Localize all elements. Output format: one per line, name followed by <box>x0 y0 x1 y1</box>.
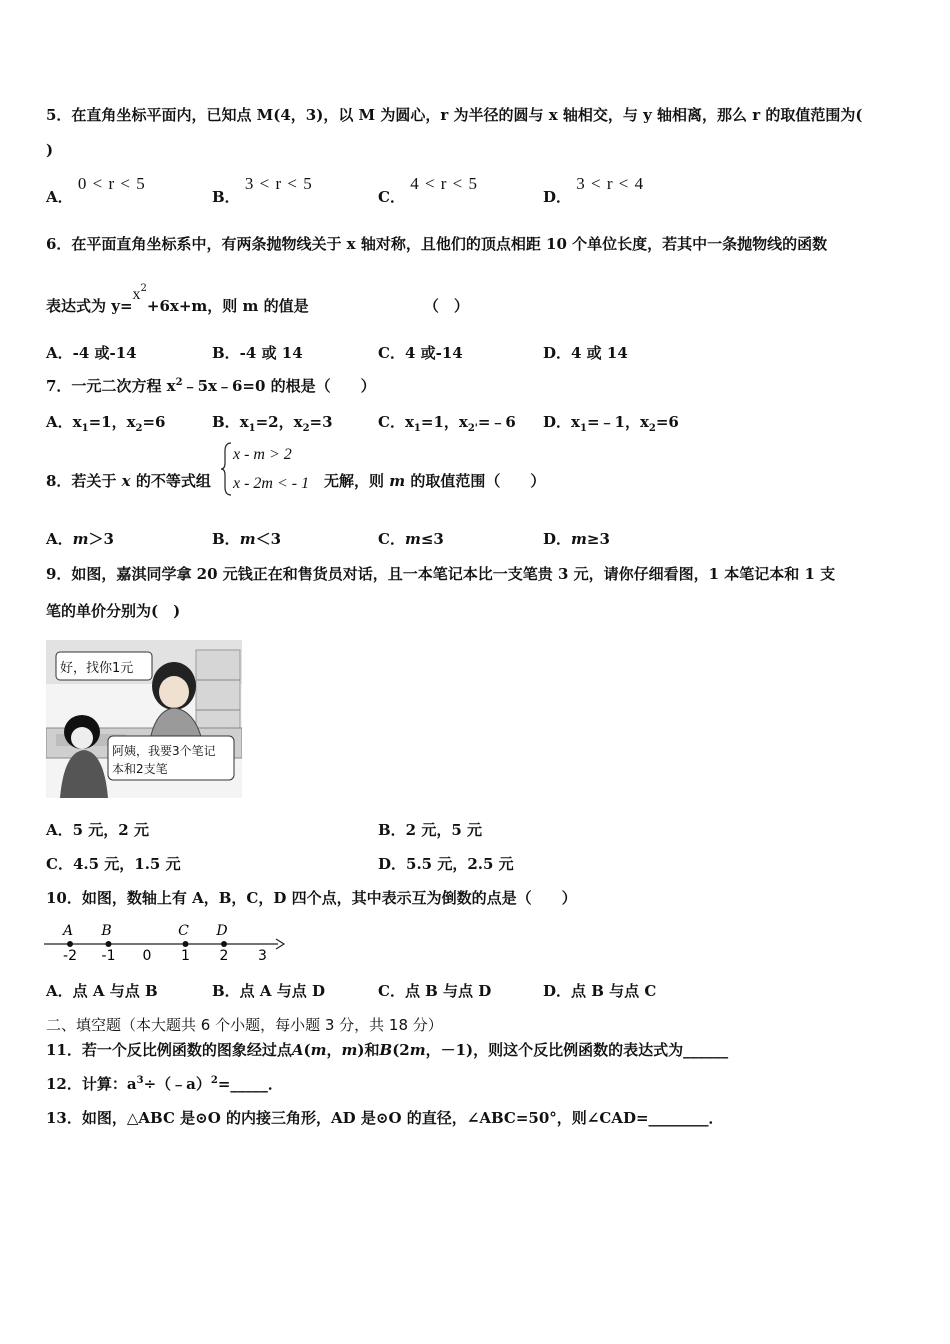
option-letter: C． <box>378 530 405 548</box>
q9-option-c[interactable]: C．4.5 元，1.5 元 <box>46 855 181 873</box>
q8-system-row-1: x - m > 2 <box>233 446 292 463</box>
q9-stem: 9．如图，嘉淇同学拿 20 元钱正在和售货员对话，且一本笔记本比一支笔贵 3 元，请你仔细看图，1 本笔记本和 1 支 <box>46 565 836 583</box>
q6-expr-start: 表达式为 y= <box>46 297 133 315</box>
q8-system-row-2: x - 2m < - 1 <box>233 475 310 492</box>
option-part: x <box>571 413 580 431</box>
q5-stem-close: ) <box>46 141 54 159</box>
option-var: m <box>571 530 587 548</box>
q11-part: ( <box>303 1041 311 1059</box>
option-sub: 1 <box>248 423 256 434</box>
point-d-dot <box>221 941 227 947</box>
q5-option-c[interactable] <box>378 174 479 207</box>
q5-option-d[interactable] <box>543 174 645 207</box>
q5-stem: 5．在直角坐标平面内，已知点 M(4，3)，以 M 为圆心，r 为半径的圆与 x 轴相交，与 y 轴相离，那么 r 的取值范围为( <box>46 106 863 124</box>
q11-var: m <box>409 1041 426 1059</box>
option-rest: ≥3 <box>586 530 610 548</box>
option-letter: A． <box>46 188 73 206</box>
option-letter: C． <box>378 188 405 206</box>
q5-option-b[interactable] <box>212 174 313 207</box>
tick-label: -2 <box>63 948 77 964</box>
q11-part: (2 <box>392 1041 410 1059</box>
q12 <box>46 1073 283 1094</box>
option-letter: D． <box>543 413 572 431</box>
q9-illustration <box>46 640 242 798</box>
option-sub: 1 <box>413 423 421 434</box>
option-letter: A． <box>46 530 73 548</box>
tick-label: 1 <box>181 948 190 964</box>
point-b-dot <box>106 941 112 947</box>
option-part: =1，x <box>88 413 136 431</box>
q6-answer-paren: （ ） <box>423 297 469 315</box>
q10-option-c[interactable]: C．点 B 与点 D <box>378 982 492 1000</box>
q6-exp: 2 <box>140 283 147 294</box>
q6-stem: 6．在平面直角坐标系中，有两条抛物线关于 x 轴对称，且他们的顶点相距 10 个单位长度，若其中一条抛物线的函数 <box>46 235 828 253</box>
q8-stem-left <box>46 470 211 491</box>
option-sub: 2' <box>467 423 478 434</box>
q8-stem-c: 无解，则 <box>324 472 385 490</box>
option-letter: B． <box>212 413 240 431</box>
q6-option-c[interactable]: C．4 或-14 <box>378 344 463 362</box>
q12-exp: 3 <box>136 1075 144 1086</box>
q7-option-d[interactable] <box>543 411 679 434</box>
option-rest: ≤3 <box>420 530 444 548</box>
point-label: C <box>178 923 189 939</box>
q7-stem <box>46 375 376 396</box>
q10-option-a[interactable]: A．点 A 与点 B <box>46 982 158 1000</box>
bubble-text-2a: 阿姨，我要3个笔记 <box>112 744 216 758</box>
q11-var: m <box>341 1041 358 1059</box>
bubble-text-1: 好，找你1元 <box>60 661 134 676</box>
option-letter: B． <box>212 530 240 548</box>
option-var: m <box>404 530 421 548</box>
q8-var-m: m <box>389 472 406 490</box>
q6-option-d[interactable]: D．4 或 14 <box>543 344 628 362</box>
option-rest: ＞3 <box>88 530 114 548</box>
option-var: m <box>239 530 256 548</box>
q11 <box>46 1039 728 1060</box>
q9-option-a[interactable]: A．5 元，2 元 <box>46 821 149 839</box>
option-sub: 2 <box>135 423 143 434</box>
option-var: m <box>72 530 89 548</box>
bubble-text-2b: 本和2支笔 <box>112 762 168 776</box>
q6-option-b[interactable]: B．-4 或 14 <box>212 344 303 362</box>
q6-x: x <box>132 286 141 303</box>
option-sub: 1 <box>81 423 89 434</box>
point-label: B <box>101 923 112 939</box>
q6-expr-end: +6x+m，则 m 的值是 <box>146 297 309 315</box>
option-part: =6 <box>142 413 166 431</box>
option-letter: D． <box>543 530 572 548</box>
q8-option-b[interactable] <box>212 528 281 549</box>
q12-part: 12．计算：a <box>46 1075 137 1093</box>
q9-option-d[interactable]: D．5.5 元，2.5 元 <box>378 855 514 873</box>
section-heading: 二、填空题（本大题共 6 个小题，每小题 3 分，共 18 分） <box>46 1016 443 1034</box>
q7-exp: 2 <box>175 377 183 388</box>
option-part: =2，x <box>255 413 303 431</box>
option-sub: 2 <box>302 423 310 434</box>
option-part: =3 <box>309 413 333 431</box>
option-math: 3 < r < 4 <box>576 174 645 193</box>
option-sub: 2 <box>648 423 656 434</box>
tick-label: 0 <box>142 948 152 964</box>
point-label: D <box>216 923 228 939</box>
q8-stem-d: 的取值范围（ ） <box>410 472 546 490</box>
tick-label: 2 <box>219 948 229 964</box>
option-math: 3 < r < 5 <box>244 174 313 193</box>
option-letter: B． <box>212 188 240 206</box>
q11-var: B <box>379 1041 393 1059</box>
tick-label: 3 <box>258 948 267 964</box>
q11-var: A <box>291 1041 304 1059</box>
option-letter: A． <box>46 413 73 431</box>
q11-part: ，－1)，则这个反比例函数的表达式为______ <box>425 1041 729 1059</box>
q10-option-d[interactable]: D．点 B 与点 C <box>543 982 657 1000</box>
option-math: 4 < r < 5 <box>410 174 479 193</box>
point-c-dot <box>183 941 189 947</box>
option-part: =﹣6 <box>477 413 516 431</box>
q12-part: =_____． <box>217 1075 283 1093</box>
q8-brace <box>220 441 234 497</box>
q11-part: ， <box>326 1041 342 1059</box>
option-part: =6 <box>655 413 679 431</box>
q8-stem-right <box>324 470 545 491</box>
q8-option-d[interactable] <box>543 528 610 549</box>
option-part: x <box>239 413 249 431</box>
option-part: x <box>404 413 414 431</box>
q9-stem-2: 笔的单价分别为( ) <box>46 602 181 620</box>
point-label: A <box>62 923 74 939</box>
number-line <box>40 918 290 966</box>
option-part: =1，x <box>420 413 468 431</box>
option-math: 0 < r < 5 <box>77 174 146 193</box>
q7-option-b[interactable] <box>212 411 333 434</box>
q8-stem-a: 8．若关于 <box>46 472 117 490</box>
q10-stem: 10．如图，数轴上有 A，B，C，D 四个点，其中表示互为倒数的点是（ ） <box>46 889 577 907</box>
q13: 13．如图，△ABC 是⊙O 的内接三角形，AD 是⊙O 的直径，∠ABC=50°，则∠CAD=________． <box>46 1109 724 1127</box>
q11-part: 11．若一个反比例函数的图象经过点 <box>46 1041 292 1059</box>
option-letter: D． <box>543 188 572 206</box>
point-a-dot <box>67 941 73 947</box>
q9-option-b[interactable]: B．2 元，5 元 <box>378 821 482 839</box>
option-part: x <box>72 413 82 431</box>
q6-option-a[interactable]: A．-4 或-14 <box>46 344 137 362</box>
q8-var-x: x <box>121 472 131 490</box>
q5-option-a[interactable] <box>46 174 146 207</box>
q11-part: )和 <box>357 1041 380 1059</box>
tick-label: -1 <box>101 948 116 964</box>
option-sub: 1 <box>579 423 587 434</box>
q8-option-a[interactable] <box>46 528 114 549</box>
q11-var: m <box>310 1041 327 1059</box>
q12-part: ÷（﹣a） <box>143 1075 211 1093</box>
option-part: =﹣1，x <box>586 413 649 431</box>
q6-stem-2 <box>46 283 469 316</box>
q12-exp: 2 <box>210 1075 218 1086</box>
q7-option-a[interactable] <box>46 411 166 434</box>
option-rest: ＜3 <box>255 530 281 548</box>
q8-option-c[interactable] <box>378 528 444 549</box>
option-letter: C． <box>378 413 405 431</box>
q7-stem-a: 7．一元二次方程 x <box>46 377 176 395</box>
q7-option-c[interactable] <box>378 411 516 434</box>
q10-option-b[interactable]: B．点 A 与点 D <box>212 982 325 1000</box>
q7-stem-b: ﹣5x﹣6=0 的根是（ ） <box>182 377 376 395</box>
q8-stem-b: 的不等式组 <box>135 472 211 490</box>
